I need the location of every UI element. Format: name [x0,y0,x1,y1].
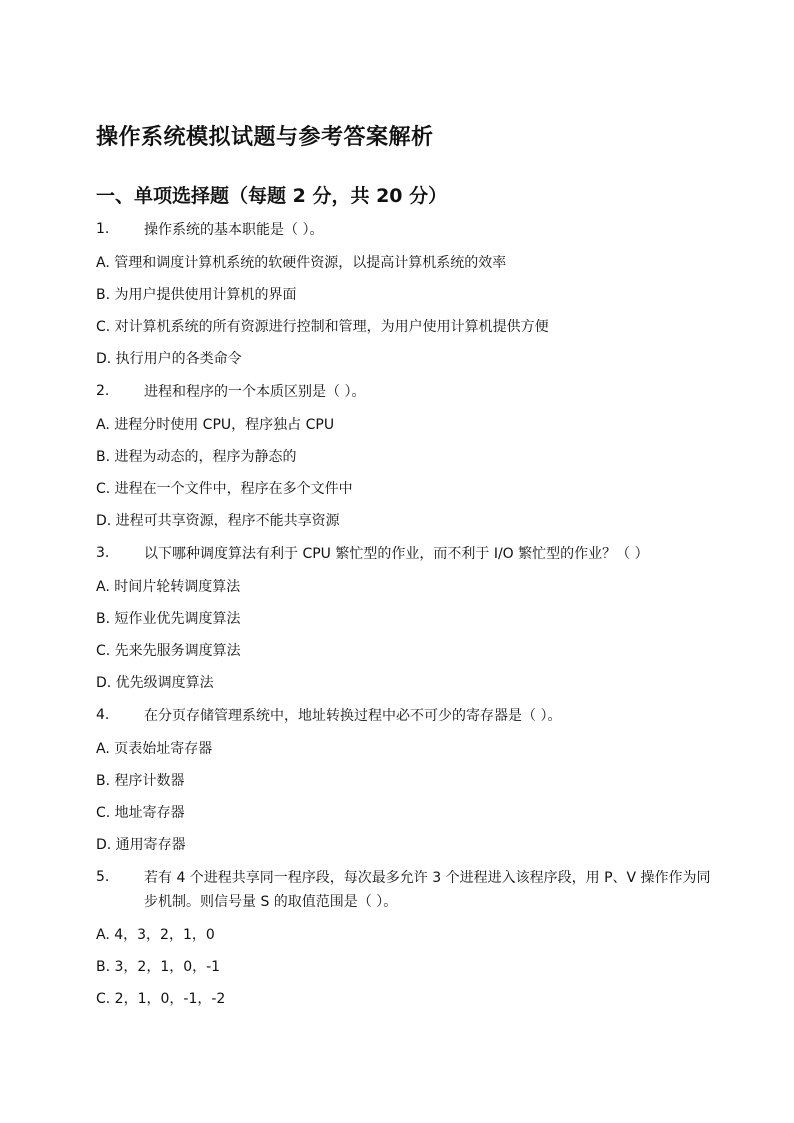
question-text: 在分页存储管理系统中，地址转换过程中必不可少的寄存器是（ ）。 [144,708,562,724]
question-4 [96,704,716,728]
question-1 [96,218,716,242]
option-c: C. 先来先服务调度算法 [96,643,241,659]
question-2 [96,380,716,404]
question-text: 以下哪种调度算法有利于 CPU 繁忙型的作业，而不利于 I/O 繁忙型的作业？（ ） [144,546,649,562]
option-c: C. 进程在一个文件中，程序在多个文件中 [96,481,353,497]
option-b: B. 为用户提供使用计算机的界面 [96,287,297,303]
question-list [96,218,716,1020]
question-text: 操作系统的基本职能是（ ）。 [144,222,324,238]
option-a: A. 4，3，2，1，0 [96,927,215,943]
question-stem [96,542,716,566]
question-5 [96,866,716,914]
question-stem [96,380,716,404]
option-a: A. 页表始址寄存器 [96,741,213,757]
option-c: C. 2，1，0，-1，-2 [96,991,226,1007]
page-title: 操作系统模拟试题与参考答案解析 [96,125,434,150]
option-c: C. 地址寄存器 [96,805,185,821]
option-d: D. 进程可共享资源，程序不能共享资源 [96,513,340,529]
option-b: B. 程序计数器 [96,773,185,789]
option-b: B. 进程为动态的，程序为静态的 [96,449,297,465]
question-3 [96,542,716,566]
option-d: D. 通用寄存器 [96,837,186,853]
option-d: D. 优先级调度算法 [96,675,214,691]
section-heading: 一、单项选择题（每题 2 分，共 20 分） [96,185,448,207]
question-number: 3. [96,545,110,561]
question-number: 5. [96,869,110,885]
question-text: 进程和程序的一个本质区别是（ ）。 [144,384,366,400]
question-number: 2. [96,383,110,399]
question-number: 1. [96,221,110,237]
option-d: D. 执行用户的各类命令 [96,351,242,367]
question-stem [96,218,716,242]
question-stem [96,704,716,728]
option-c: C. 对计算机系统的所有资源进行控制和管理，为用户使用计算机提供方便 [96,319,549,335]
option-a: A. 管理和调度计算机系统的软硬件资源，以提高计算机系统的效率 [96,255,507,271]
question-stem [96,866,716,914]
question-text: 若有 4 个进程共享同一程序段，每次最多允许 3 个进程进入该程序段，用 P、V 操作作为同步机制。则信号量 S 的取值范围是（ ）。 [144,870,711,910]
option-a: A. 进程分时使用 CPU，程序独占 CPU [96,417,335,433]
option-b: B. 3，2，1，0，-1 [96,959,221,975]
option-b: B. 短作业优先调度算法 [96,611,241,627]
question-number: 4. [96,707,110,723]
option-a: A. 时间片轮转调度算法 [96,579,241,595]
